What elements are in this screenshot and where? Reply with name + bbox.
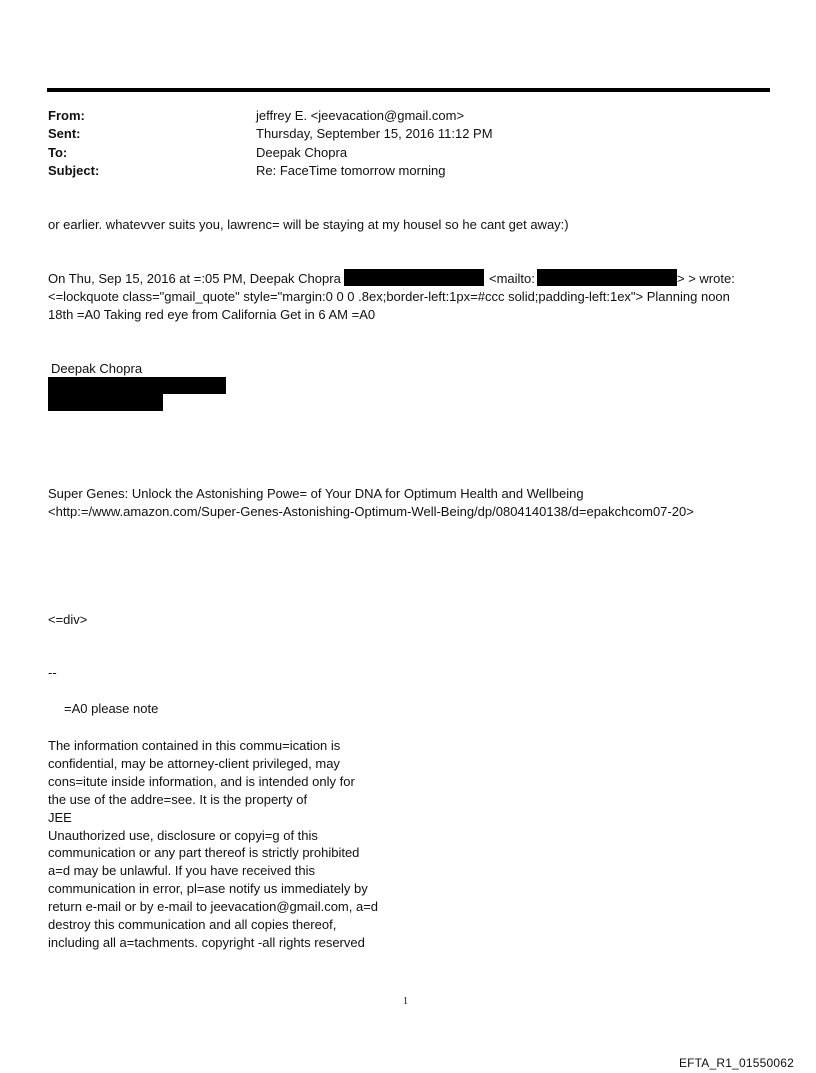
disclaimer-line: confidential, may be attorney-client privileged, may	[48, 755, 340, 771]
document-id-footer: EFTA_R1_01550062	[678, 1056, 794, 1070]
disclaimer-line: the use of the addre=see. It is the property of	[48, 791, 308, 807]
book-title: Super Genes: Unlock the Astonishing Powe= of Your DNA for Optimum Health and Wellbeing	[48, 486, 584, 501]
sent-value: Thursday, September 15, 2016 11:12 PM	[256, 126, 493, 141]
signature-dashes: --	[48, 665, 57, 680]
from-label: From:	[48, 108, 85, 123]
reply-text: or earlier. whatevver suits you, lawrenc= will be staying at my housel so he cant get away:)	[48, 217, 569, 232]
subject-value: Re: FaceTime tomorrow morning	[256, 163, 446, 178]
redaction-email-2	[537, 269, 677, 286]
quote-intro-a: On Thu, Sep 15, 2016 at =:05 PM, Deepak Chopra	[48, 271, 341, 286]
redaction-signature-2	[48, 394, 163, 411]
disclaimer-line: including all a=tachments. copyright -all rights reserved	[48, 934, 365, 950]
sent-label: Sent:	[48, 126, 81, 141]
disclaimer-line: JEE	[48, 809, 72, 825]
quote-line-3: 18th =A0 Taking red eye from California Get in 6 AM =A0	[48, 307, 376, 322]
disclaimer-line: communication in error, pl=ase notify us immediately by	[48, 881, 368, 897]
disclaimer-line: communication or any part thereof is strictly prohibited	[48, 845, 360, 861]
disclaimer-line: The information contained in this commu=ication is	[48, 738, 341, 753]
please-note: =A0 please note	[64, 701, 159, 716]
quote-intro-c: > > wrote:	[677, 271, 735, 286]
signature-name: Deepak Chopra	[51, 361, 143, 376]
quote-intro-b: <mailto:	[489, 271, 535, 286]
header-rule	[47, 88, 770, 92]
quote-line-2: <=lockquote class="gmail_quote" style="margin:0 0 0 .8ex;border-left:1px=#ccc solid;padding-left:1ex"> Planning noon	[48, 289, 730, 304]
book-link[interactable]: <http:=/www.amazon.com/Super-Genes-Astonishing-Optimum-Well-Being/dp/0804140138/d=epakchcom07-20>	[48, 504, 694, 519]
disclaimer-line: a=d may be unlawful. If you have received this	[48, 863, 316, 879]
redaction-email-1	[344, 269, 484, 286]
div-tag-text: <=div>	[48, 612, 88, 627]
from-value: jeffrey E. <jeevacation@gmail.com>	[256, 108, 465, 123]
disclaimer-line: Unauthorized use, disclosure or copyi=g of this	[48, 827, 318, 843]
disclaimer-line: return e-mail or by e-mail to jeevacation@gmail.com, a=d	[48, 899, 379, 915]
subject-label: Subject:	[48, 163, 100, 178]
to-label: To:	[48, 145, 68, 160]
to-value: Deepak Chopra	[256, 145, 348, 160]
redaction-signature-1	[48, 377, 226, 394]
disclaimer-line: cons=itute inside information, and is intended only for	[48, 773, 355, 789]
disclaimer-line: destroy this communication and all copies thereof,	[48, 917, 337, 933]
page-number: 1	[403, 996, 408, 1007]
disclaimer	[48, 737, 388, 952]
